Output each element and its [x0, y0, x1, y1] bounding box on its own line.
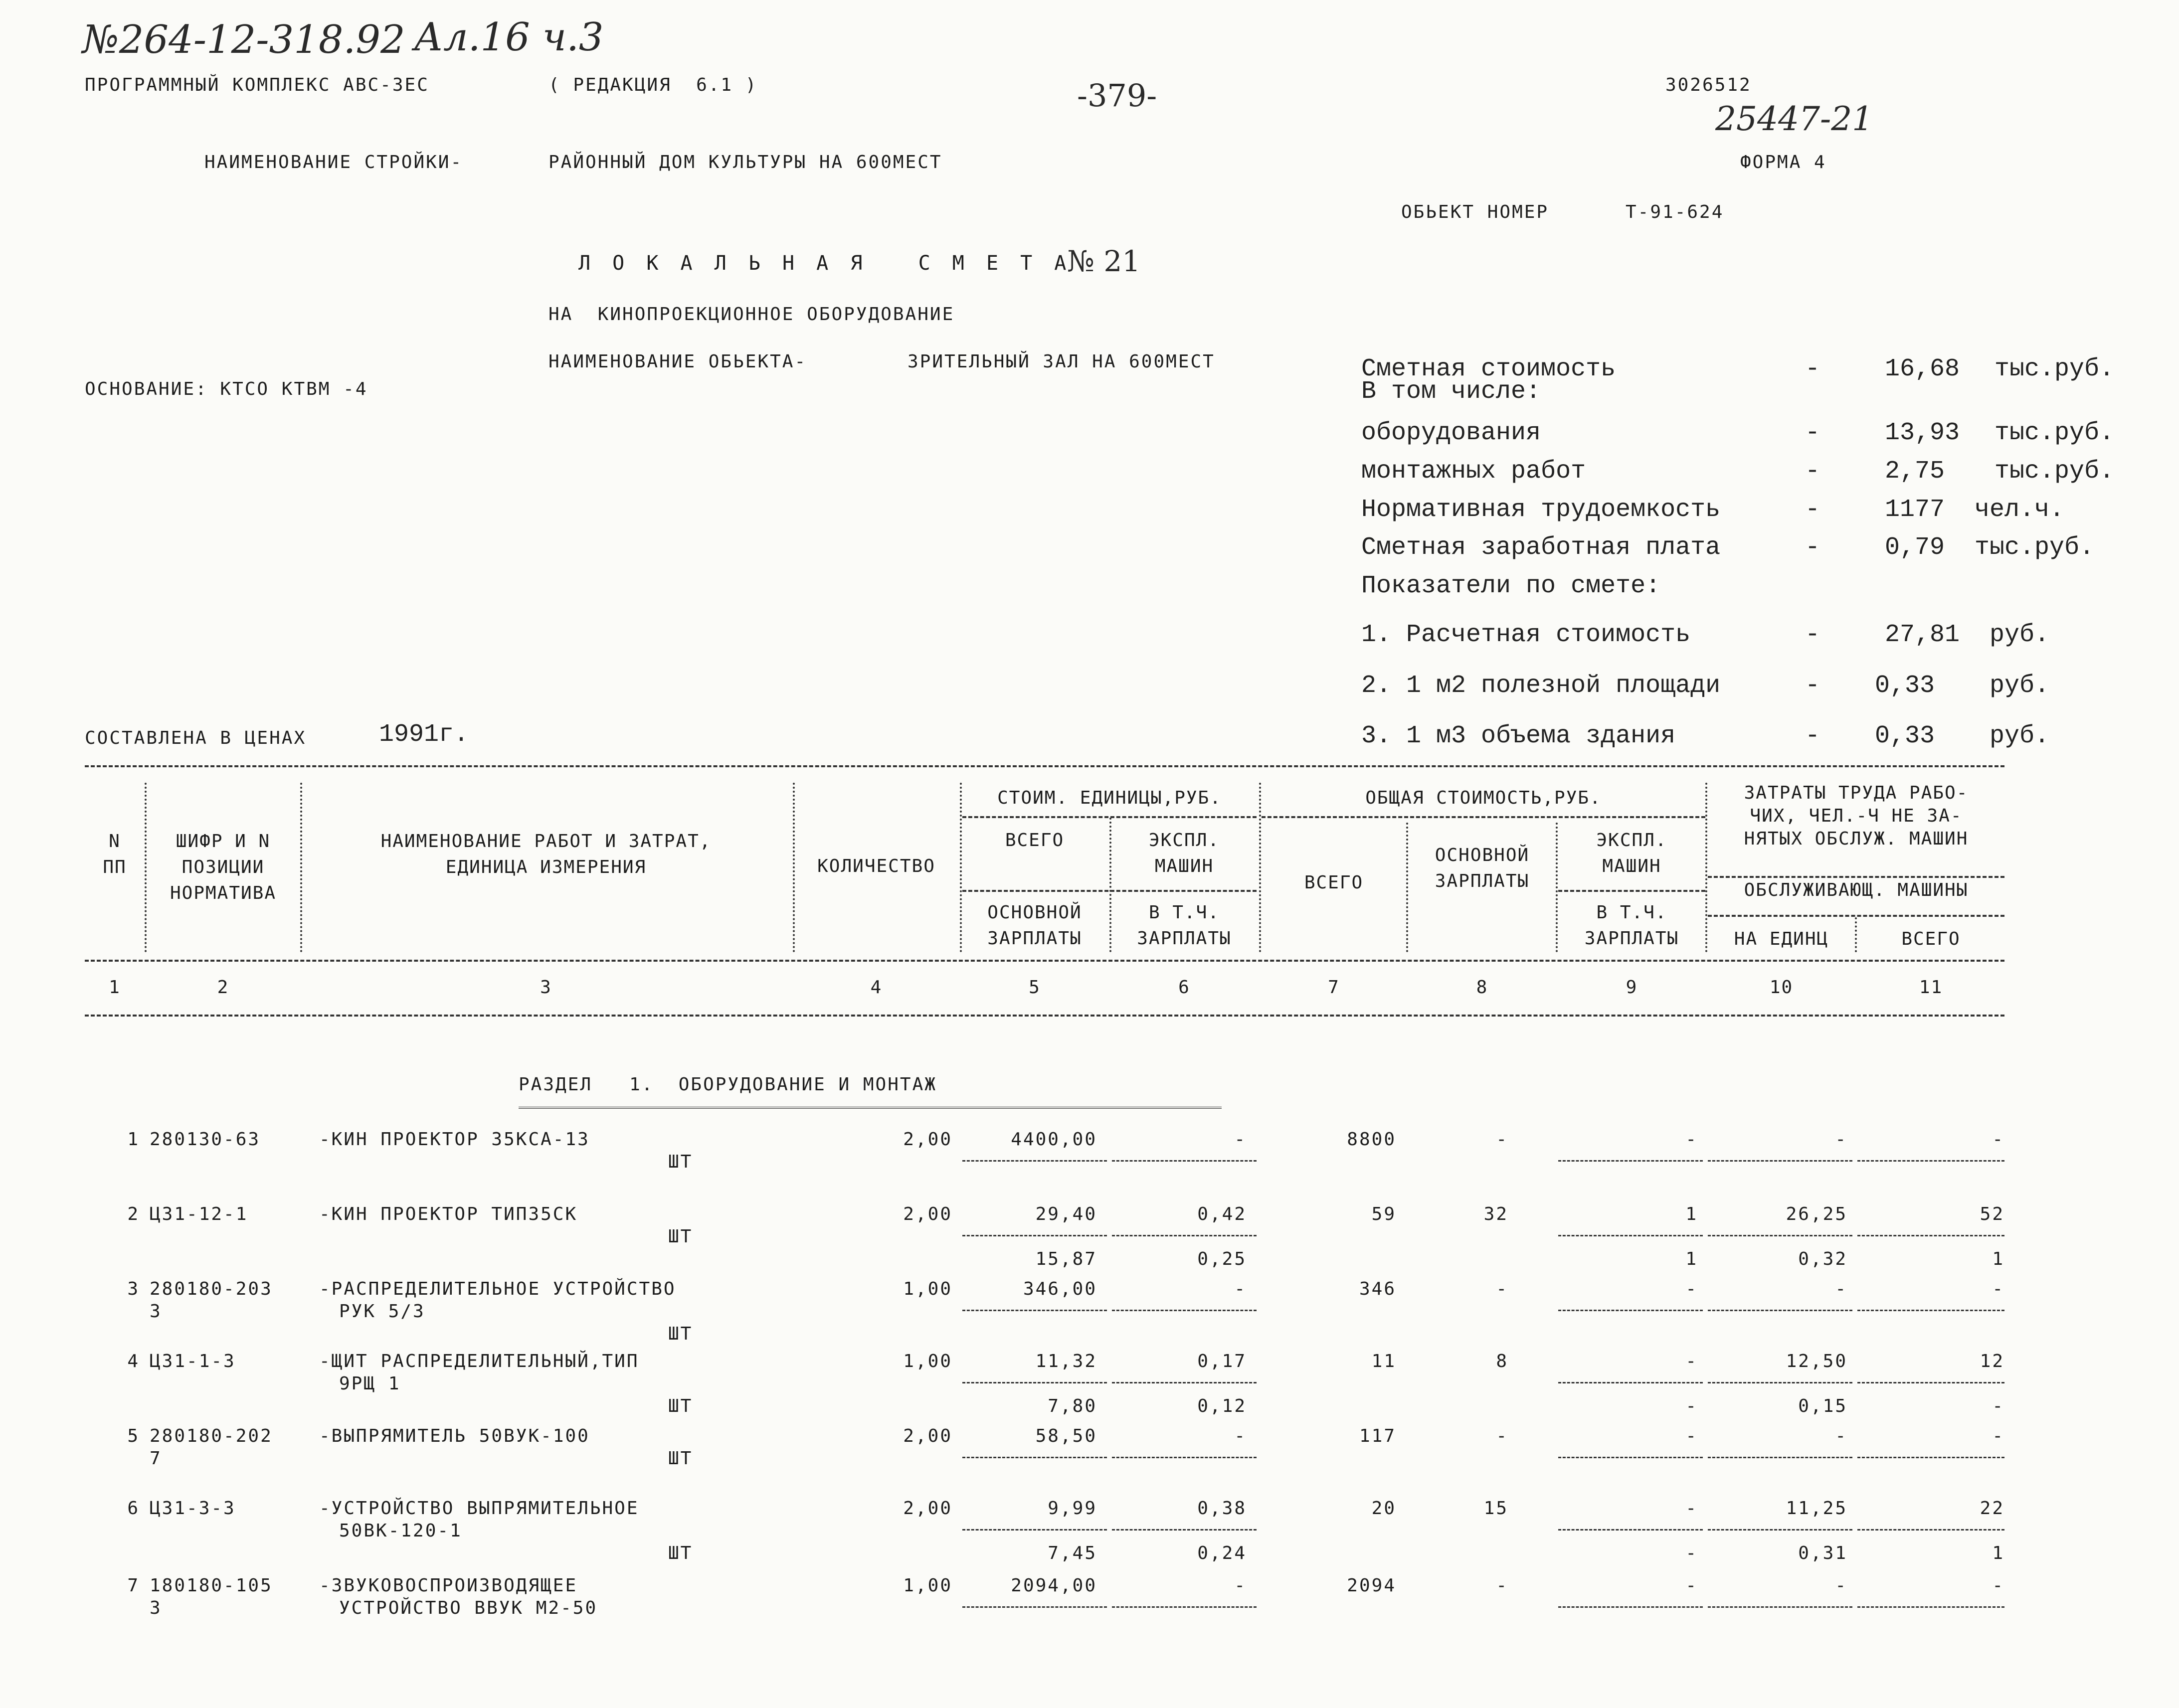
prices-label: СОСТАВЛЕНА В ЦЕНАХ — [85, 728, 307, 748]
row-unit-cost-wages: 7,45 — [1048, 1543, 1097, 1563]
cell-subrule — [1708, 1606, 1852, 1608]
header-subrule — [1262, 816, 1705, 818]
row-unit-cost-machines: - — [1234, 1129, 1247, 1150]
row-name-line2: 50ВК-120-1 — [339, 1521, 462, 1541]
basis: ОСНОВАНИЕ: КТСО КТВМ -4 — [85, 379, 368, 399]
summary-row-2-value: 2,75 — [1885, 457, 1945, 486]
indicator-2-unit: руб. — [1990, 722, 2050, 750]
row-code: Ц31-1-3 — [150, 1351, 236, 1371]
row-unit-cost-machines: - — [1234, 1426, 1247, 1446]
row-unit-cost-total: 9,99 — [1048, 1498, 1097, 1519]
cell-subrule — [1708, 1382, 1852, 1383]
row-number: 6 — [127, 1498, 140, 1519]
row-labor-service-total: 1 — [1992, 1543, 2004, 1563]
header-labor-group: ЗАТРАТЫ ТРУДА РАБО- ЧИХ, ЧЕЛ.-Ч НЕ ЗА- НЯТЫХ ОБСЛУЖ. МАШИН — [1744, 783, 1969, 849]
col-number: 6 — [1178, 977, 1190, 998]
row-labor-total: 22 — [1980, 1498, 2004, 1519]
header-col10: НА ЕДИНЦ — [1734, 929, 1829, 949]
header-subrule — [962, 890, 1257, 892]
header-mid-rule — [85, 960, 2004, 962]
cell-subrule — [1112, 1529, 1257, 1531]
row-total-cost: 59 — [1371, 1204, 1396, 1224]
summary-row-2-unit: тыс.руб. — [1995, 457, 2115, 486]
cell-subrule — [962, 1382, 1107, 1383]
row-unit-cost-wages: 15,87 — [1035, 1249, 1097, 1269]
row-unit-cost-machines: - — [1234, 1575, 1247, 1596]
row-number: 7 — [127, 1575, 140, 1596]
indicator-0-dash: - — [1805, 621, 1820, 649]
row-code: 180180-105 — [150, 1575, 273, 1596]
row-name: -ЗВУКОВОСПРОИЗВОДЯЩЕЕ — [319, 1575, 578, 1596]
estimate-number: № 21 — [1067, 244, 1141, 278]
header-bottom-rule — [85, 1015, 2004, 1017]
header-sep — [1855, 917, 1857, 952]
row-total-wages: - — [1496, 1129, 1508, 1150]
row-code: Ц31-12-1 — [150, 1204, 248, 1224]
row-code: Ц31-3-3 — [150, 1498, 236, 1519]
cell-subrule — [1708, 1457, 1852, 1458]
cell-subrule — [1112, 1160, 1257, 1162]
header-sep — [300, 783, 302, 952]
row-quantity: 1,00 — [903, 1351, 952, 1371]
cell-subrule — [1112, 1457, 1257, 1458]
row-quantity: 2,00 — [903, 1498, 952, 1519]
col-number: 10 — [1769, 977, 1794, 998]
row-labor-per-unit: 11,25 — [1786, 1498, 1847, 1519]
row-labor-per-unit: - — [1835, 1426, 1847, 1446]
cell-subrule — [1112, 1382, 1257, 1383]
row-total-cost: 11 — [1371, 1351, 1396, 1371]
header-sep — [1406, 823, 1408, 952]
summary-row-2-dash: - — [1805, 457, 1820, 486]
cell-subrule — [1112, 1310, 1257, 1311]
row-total-cost: 20 — [1371, 1498, 1396, 1519]
cell-subrule — [1558, 1529, 1703, 1531]
row-quantity: 1,00 — [903, 1575, 952, 1596]
row-total-wages: - — [1496, 1575, 1508, 1596]
cell-subrule — [1558, 1606, 1703, 1608]
cell-subrule — [1558, 1382, 1703, 1383]
header-col11: ВСЕГО — [1901, 929, 1961, 949]
row-code: 280180-202 — [150, 1426, 273, 1446]
cell-subrule — [962, 1160, 1107, 1162]
row-quantity: 2,00 — [903, 1129, 952, 1150]
row-unit-cost-machines: 0,42 — [1197, 1204, 1247, 1224]
header-col7: ВСЕГО — [1304, 872, 1364, 893]
row-labor-service-per-unit: 0,15 — [1798, 1396, 1847, 1416]
summary-row-4-unit: тыс.руб. — [1975, 533, 2095, 562]
estimate-title: Л О К А Л Ь Н А Я С М Е Т А — [578, 252, 1072, 275]
row-quantity: 1,00 — [903, 1279, 952, 1299]
header-subrule — [1708, 915, 2004, 917]
row-labor-total: - — [1992, 1426, 2004, 1446]
program-edition: ( РЕДАКЦИЯ 6.1 ) — [548, 75, 758, 95]
header-sep — [1556, 823, 1558, 952]
summary-row-1-dash: - — [1805, 419, 1820, 447]
row-unit-cost-machine-wages: 0,25 — [1197, 1249, 1247, 1269]
summary-row-4-value: 0,79 — [1885, 533, 1945, 562]
header-col5-bottom: ОСНОВНОЙ ЗАРПЛАТЫ — [987, 902, 1082, 949]
cell-subrule — [1857, 1529, 2004, 1531]
row-unit-cost-total: 4400,00 — [1011, 1129, 1097, 1150]
indicator-0-label: 1. Расчетная стоимость — [1361, 621, 1691, 649]
cell-subrule — [962, 1235, 1107, 1236]
row-total-machines: - — [1685, 1279, 1698, 1299]
header-subrule — [1558, 890, 1705, 892]
row-number: 1 — [127, 1129, 140, 1150]
row-total-wages: 15 — [1483, 1498, 1508, 1519]
row-total-wages: 8 — [1496, 1351, 1508, 1371]
row-labor-total: 12 — [1980, 1351, 2004, 1371]
header-col1: N ПП — [103, 831, 127, 877]
header-sep — [960, 783, 962, 952]
row-total-wages: 32 — [1483, 1204, 1508, 1224]
indicator-0-unit: руб. — [1990, 621, 2050, 649]
header-col6-bottom: В Т.Ч. ЗАРПЛАТЫ — [1137, 902, 1232, 949]
summary-row-3-dash: - — [1805, 496, 1820, 524]
prices-year: 1991г. — [379, 720, 469, 749]
row-labor-total: - — [1992, 1129, 2004, 1150]
header-sep — [1109, 818, 1111, 952]
cell-subrule — [1112, 1606, 1257, 1608]
cell-subrule — [1558, 1310, 1703, 1311]
col-number: 3 — [540, 977, 552, 998]
summary-including: В том числе: — [1361, 377, 1541, 406]
row-labor-service-total: - — [1992, 1396, 2004, 1416]
row-labor-total: 52 — [1980, 1204, 2004, 1224]
summary-row-1-unit: тыс.руб. — [1995, 419, 2115, 447]
col-number: 1 — [109, 977, 121, 998]
row-number: 5 — [127, 1426, 140, 1446]
col-number: 8 — [1476, 977, 1488, 998]
indicator-2-value: 0,33 — [1875, 722, 1935, 750]
row-total-wages: - — [1496, 1279, 1508, 1299]
summary-row-1-value: 13,93 — [1885, 419, 1960, 447]
header-sep — [145, 783, 147, 952]
summary-row-1-label: оборудования — [1361, 419, 1541, 447]
header-sep — [1259, 783, 1261, 952]
row-total-cost: 346 — [1359, 1279, 1396, 1299]
cell-subrule — [962, 1310, 1107, 1311]
header-col9-top: ЭКСПЛ. МАШИН — [1596, 830, 1667, 876]
row-unit: ШТ — [668, 1448, 693, 1469]
summary-row-0-unit: тыс.руб. — [1995, 355, 2115, 383]
row-name: -ЩИТ РАСПРЕДЕЛИТЕЛЬНЫЙ,ТИП — [319, 1351, 639, 1371]
header-unit-cost-group: СТОИМ. ЕДИНИЦЫ,РУБ. — [997, 788, 1222, 808]
row-code: 280180-203 — [150, 1279, 273, 1299]
row-unit-cost-machine-wages: 0,24 — [1197, 1543, 1247, 1563]
object-name-label: НАИМЕНОВАНИЕ ОБЬЕКТА- — [548, 351, 807, 372]
object-name-value: ЗРИТЕЛЬНЫЙ ЗАЛ НА 600МЕСТ — [908, 351, 1215, 372]
header-col4: КОЛИЧЕСТВО — [817, 856, 935, 876]
row-code-line2: 3 — [150, 1598, 162, 1618]
row-unit: ШТ — [668, 1396, 693, 1416]
row-labor-total: - — [1992, 1279, 2004, 1299]
row-unit-cost-total: 29,40 — [1035, 1204, 1097, 1224]
cell-subrule — [1558, 1160, 1703, 1162]
row-labor-total: - — [1992, 1575, 2004, 1596]
summary-row-0-label: Сметная стоимость — [1361, 355, 1616, 383]
header-top-rule — [85, 765, 2004, 767]
row-quantity: 2,00 — [903, 1426, 952, 1446]
indicator-0-value: 27,81 — [1885, 621, 1960, 649]
header-col3: НАИМЕНОВАНИЕ РАБОТ И ЗАТРАТ, ЕДИНИЦА ИЗМЕРЕНИЯ — [380, 831, 712, 877]
row-labor-per-unit: 12,50 — [1786, 1351, 1847, 1371]
col-number: 9 — [1626, 977, 1638, 998]
row-total-machines: - — [1685, 1426, 1698, 1446]
header-sep — [793, 783, 795, 952]
header-labor-service: ОБСЛУЖИВАЮЩ. МАШИНЫ — [1744, 880, 1969, 900]
object-number-label: ОБЬЕКТ НОМЕР — [1401, 202, 1549, 222]
row-unit-cost-total: 346,00 — [1023, 1279, 1097, 1299]
handwritten-document-number: №264-12-318.92 — [82, 17, 405, 62]
col-number: 2 — [217, 977, 229, 998]
row-name: -КИН ПРОЕКТОР ТИП35СК — [319, 1204, 578, 1224]
header-col9-bottom: В Т.Ч. ЗАРПЛАТЫ — [1584, 902, 1679, 949]
col-number: 5 — [1029, 977, 1041, 998]
summary-row-2-label: монтажных работ — [1361, 457, 1586, 486]
row-total-cost: 2094 — [1347, 1575, 1396, 1596]
row-unit: ШТ — [668, 1152, 693, 1172]
page-number: -379- — [1077, 77, 1157, 114]
construction-value: РАЙОННЫЙ ДОМ КУЛЬТУРЫ НА 600МЕСТ — [548, 152, 942, 172]
row-total-machine-wages: 1 — [1685, 1249, 1698, 1269]
row-labor-per-unit: 26,25 — [1786, 1204, 1847, 1224]
row-name-line2: УСТРОЙСТВО ВВУК М2-50 — [339, 1598, 598, 1618]
header-col6-top: ЭКСПЛ. МАШИН — [1148, 830, 1220, 876]
row-labor-per-unit: - — [1835, 1279, 1847, 1299]
row-unit-cost-machine-wages: 0,12 — [1197, 1396, 1247, 1416]
row-total-wages: - — [1496, 1426, 1508, 1446]
row-unit-cost-total: 58,50 — [1035, 1426, 1097, 1446]
construction-label: НАИМЕНОВАНИЕ СТРОЙКИ- — [204, 152, 463, 172]
cell-subrule — [1857, 1160, 2004, 1162]
row-name: -ВЫПРЯМИТЕЛЬ 50ВУК-100 — [319, 1426, 590, 1446]
cell-subrule — [962, 1529, 1107, 1531]
row-unit-cost-machines: - — [1234, 1279, 1247, 1299]
handwritten-album-ref: Ал.16 ч.3 — [414, 15, 604, 60]
row-quantity: 2,00 — [903, 1204, 952, 1224]
row-code-line2: 7 — [150, 1448, 162, 1469]
row-unit: ШТ — [668, 1543, 693, 1563]
handwritten-top-right-number: 25447-21 — [1715, 100, 1873, 138]
header-sep — [1705, 783, 1707, 952]
col-number: 7 — [1328, 977, 1340, 998]
row-labor-per-unit: - — [1835, 1129, 1847, 1150]
row-unit-cost-machines: 0,38 — [1197, 1498, 1247, 1519]
cell-subrule — [1708, 1235, 1852, 1236]
header-col2: ШИФР И N ПОЗИЦИИ НОРМАТИВА — [170, 831, 277, 903]
row-code-line2: 3 — [150, 1301, 162, 1322]
cell-subrule — [1708, 1160, 1852, 1162]
row-labor-service-total: 1 — [1992, 1249, 2004, 1269]
header-col5-top: ВСЕГО — [1005, 830, 1065, 851]
summary-row-3-label: Нормативная трудоемкость — [1361, 496, 1721, 524]
cell-subrule — [1558, 1235, 1703, 1236]
header-subrule — [962, 816, 1257, 818]
cell-subrule — [1857, 1457, 2004, 1458]
row-total-machines: - — [1685, 1351, 1698, 1371]
row-total-machines: - — [1685, 1575, 1698, 1596]
cell-subrule — [1558, 1457, 1703, 1458]
row-total-machine-wages: - — [1685, 1543, 1698, 1563]
header-total-cost-group: ОБЩАЯ СТОИМОСТЬ,РУБ. — [1365, 788, 1602, 808]
summary-row-3-value: 1177 — [1885, 496, 1945, 524]
indicators-label: Показатели по смете: — [1361, 572, 1661, 600]
row-unit: ШТ — [668, 1226, 693, 1247]
row-labor-service-per-unit: 0,31 — [1798, 1543, 1847, 1563]
cell-subrule — [1708, 1529, 1852, 1531]
row-number: 4 — [127, 1351, 140, 1371]
row-name-line2: РУК 5/3 — [339, 1301, 425, 1322]
indicator-1-unit: руб. — [1990, 672, 2050, 700]
cell-subrule — [962, 1457, 1107, 1458]
summary-row-4-dash: - — [1805, 533, 1820, 562]
row-number: 2 — [127, 1204, 140, 1224]
row-unit-cost-total: 2094,00 — [1011, 1575, 1097, 1596]
summary-row-4-label: Сметная заработная плата — [1361, 533, 1721, 562]
indicator-2-dash: - — [1805, 722, 1820, 750]
row-total-machines: - — [1685, 1498, 1698, 1519]
summary-row-0-dash: - — [1805, 355, 1820, 383]
program-name: ПРОГРАММНЫЙ КОМПЛЕКС АВС-3ЕС — [85, 75, 429, 95]
row-total-machines: - — [1685, 1129, 1698, 1150]
indicator-1-dash: - — [1805, 672, 1820, 700]
indicator-1-value: 0,33 — [1875, 672, 1935, 700]
header-col8: ОСНОВНОЙ ЗАРПЛАТЫ — [1435, 845, 1530, 891]
cell-subrule — [962, 1606, 1107, 1608]
row-name: -РАСПРЕДЕЛИТЕЛЬНОЕ УСТРОЙСТВО — [319, 1279, 676, 1299]
row-total-cost: 8800 — [1347, 1129, 1396, 1150]
estimate-subject: НА КИНОПРОЕКЦИОННОЕ ОБОРУДОВАНИЕ — [548, 304, 955, 325]
cell-subrule — [1708, 1310, 1852, 1311]
row-name: -УСТРОЙСТВО ВЫПРЯМИТЕЛЬНОЕ — [319, 1498, 639, 1519]
summary-row-3-unit: чел.ч. — [1975, 496, 2065, 524]
col-number: 4 — [870, 977, 883, 998]
row-unit-cost-machines: 0,17 — [1197, 1351, 1247, 1371]
object-number-value: Т-91-624 — [1626, 202, 1724, 222]
cell-subrule — [1857, 1310, 2004, 1311]
col-number: 11 — [1919, 977, 1943, 998]
row-total-machines: 1 — [1685, 1204, 1698, 1224]
section-title-underline — [519, 1107, 1222, 1109]
form-label: ФОРМА 4 — [1740, 152, 1826, 172]
row-unit-cost-total: 11,32 — [1035, 1351, 1097, 1371]
row-labor-per-unit: - — [1835, 1575, 1847, 1596]
row-labor-service-per-unit: 0,32 — [1798, 1249, 1847, 1269]
cell-subrule — [1857, 1382, 2004, 1383]
cell-subrule — [1857, 1235, 2004, 1236]
row-name: -КИН ПРОЕКТОР 35КСА-13 — [319, 1129, 590, 1150]
row-name-line2: 9РЩ 1 — [339, 1373, 401, 1394]
row-total-cost: 117 — [1359, 1426, 1396, 1446]
section-title: РАЗДЕЛ 1. ОБОРУДОВАНИЕ И МОНТАЖ — [519, 1074, 937, 1095]
indicator-2-label: 3. 1 м3 объема здания — [1361, 722, 1676, 750]
row-code: 280130-63 — [150, 1129, 261, 1150]
row-unit-cost-wages: 7,80 — [1048, 1396, 1097, 1416]
document-code: 3026512 — [1665, 75, 1752, 95]
row-unit: ШТ — [668, 1324, 693, 1344]
summary-row-0-value: 16,68 — [1885, 355, 1960, 383]
row-number: 3 — [127, 1279, 140, 1299]
indicator-1-label: 2. 1 м2 полезной площади — [1361, 672, 1721, 700]
cell-subrule — [1112, 1235, 1257, 1236]
row-total-machine-wages: - — [1685, 1396, 1698, 1416]
cell-subrule — [1857, 1606, 2004, 1608]
